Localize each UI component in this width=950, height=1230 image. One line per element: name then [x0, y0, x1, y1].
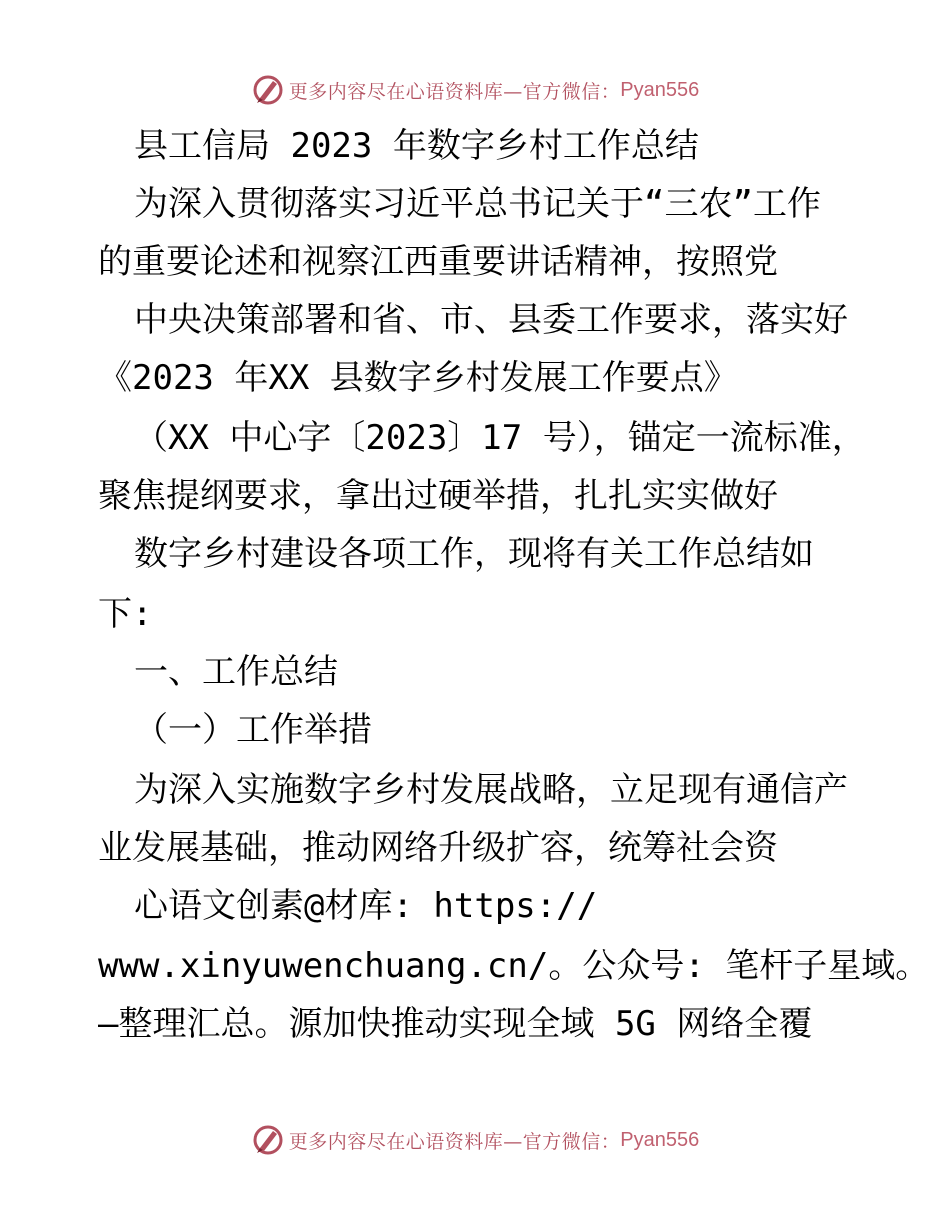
section-heading: 一、工作总结 [134, 652, 338, 692]
header-watermark [0, 70, 950, 110]
paragraph-line: —整理汇总。源加快推动实现全域 5G 网络全覆 [98, 1004, 813, 1044]
watermark-wechat-id: Pyan556 [620, 78, 700, 101]
paragraph-line: 为深入实施数字乡村发展战略，立足现有通信产 [134, 770, 848, 810]
subsection-heading: （一）工作举措 [134, 710, 372, 750]
pen-logo-icon [251, 1123, 285, 1157]
paragraph-line: 数字乡村建设各项工作，现将有关工作总结如 [134, 534, 814, 574]
paragraph-line: 心语文创素@材库: https:// [134, 886, 598, 926]
paragraph-line: 业发展基础，推动网络升级扩容，统筹社会资 [98, 828, 778, 868]
watermark-text: 更多内容尽在心语资料库—官方微信： [288, 80, 621, 103]
watermark-text: 更多内容尽在心语资料库—官方微信： [288, 1130, 621, 1153]
paragraph-line: 《2023 年XX 县数字乡村发展工作要点》 [98, 358, 738, 398]
footer-watermark [0, 1120, 950, 1160]
paragraph-line: 聚焦提纲要求，拿出过硬举措，扎扎实实做好 [98, 476, 778, 516]
paragraph-line: 的重要论述和视察江西重要讲话精神，按照党 [98, 242, 778, 282]
watermark-wechat-id: Pyan556 [620, 1128, 700, 1151]
paragraph-line: 为深入贯彻落实习近平总书记关于“三农”工作 [134, 184, 821, 224]
paragraph-line: （XX 中心字〔2023〕17 号），锚定一流标准， [134, 418, 866, 458]
pen-logo-icon [251, 73, 285, 107]
paragraph-line: 中央决策部署和省、市、县委工作要求，落实好 [134, 300, 848, 340]
paragraph-line: 下: [98, 594, 153, 634]
paragraph-line: www.xinyuwenchuang.cn/。公众号: 笔杆子星域。 [98, 946, 930, 986]
document-title: 县工信局 2023 年数字乡村工作总结 [134, 126, 699, 166]
